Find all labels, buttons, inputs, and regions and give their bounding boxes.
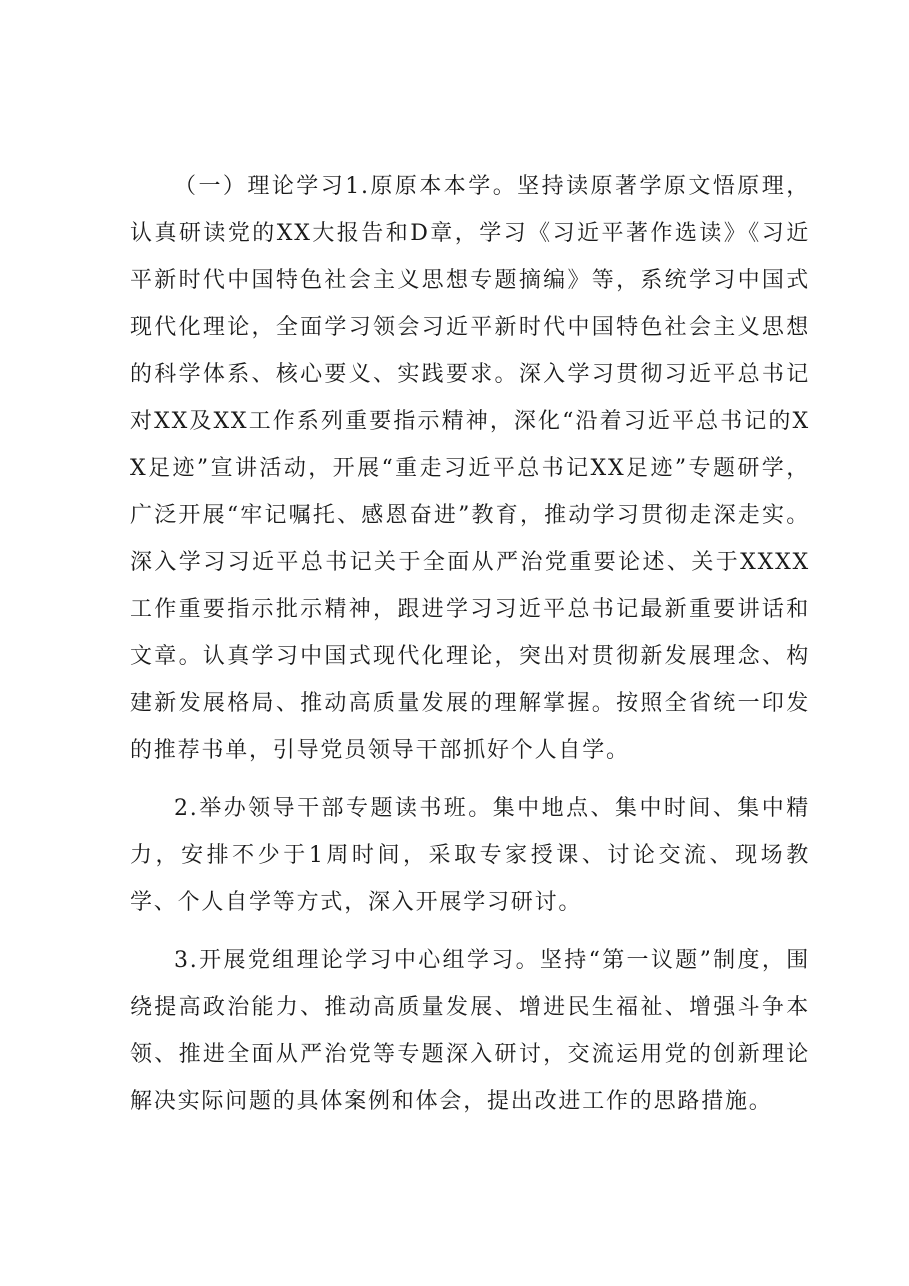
paragraph-central-group-study: 3.开展党组理论学习中心组学习。坚持“第一议题”制度，围绕提高政治能力、推动高质量发展、增进民生福祉、增强斗争本领、推进全面从严治党等专题深入研讨，交流运用党的创新理论解决实际问题的具体案例和体会，提出改进工作的思路措施。 <box>130 948 810 1114</box>
paragraph-theory-study: （一）理论学习1.原原本本学。坚持读原著学原文悟原理，认真研读党的XX大报告和D章，学习《习近平著作选读》《习近平新时代中国特色社会主义思想专题摘编》等，系统学习中国式现代化理论，全面学习领会习近平新时代中国特色社会主义思想的科学体系、核心要义、实践要求。深入学习贯彻习近平总书记对XX及XX工作系列重要指示精神，深化“沿着习近平总书记的XX足迹”宣讲活动，开展“重走习近平总书记XX足迹”专题研学，广泛开展“牢记嘱托、感恩奋进”教育，推动学习贯彻走深走实。深入学习习近平总书记关于全面从严治党重要论述、关于XXXX工作重要指示批示精神，跟进学习习近平总书记最新重要讲话和文章。认真学习中国式现代化理论，突出对贯彻新发展理念、构建新发展格局、推动高质量发展的理解掌握。按照全省统一印发的推荐书单，引导党员领导干部抓好个人自学。 <box>130 174 810 763</box>
paragraph-reading-class: 2.举办领导干部专题读书班。集中地点、集中时间、集中精力，安排不少于1周时间，采取专家授课、讨论交流、现场教学、个人自学等方式，深入开展学习研讨。 <box>130 796 810 915</box>
document-body <box>130 163 810 1136</box>
